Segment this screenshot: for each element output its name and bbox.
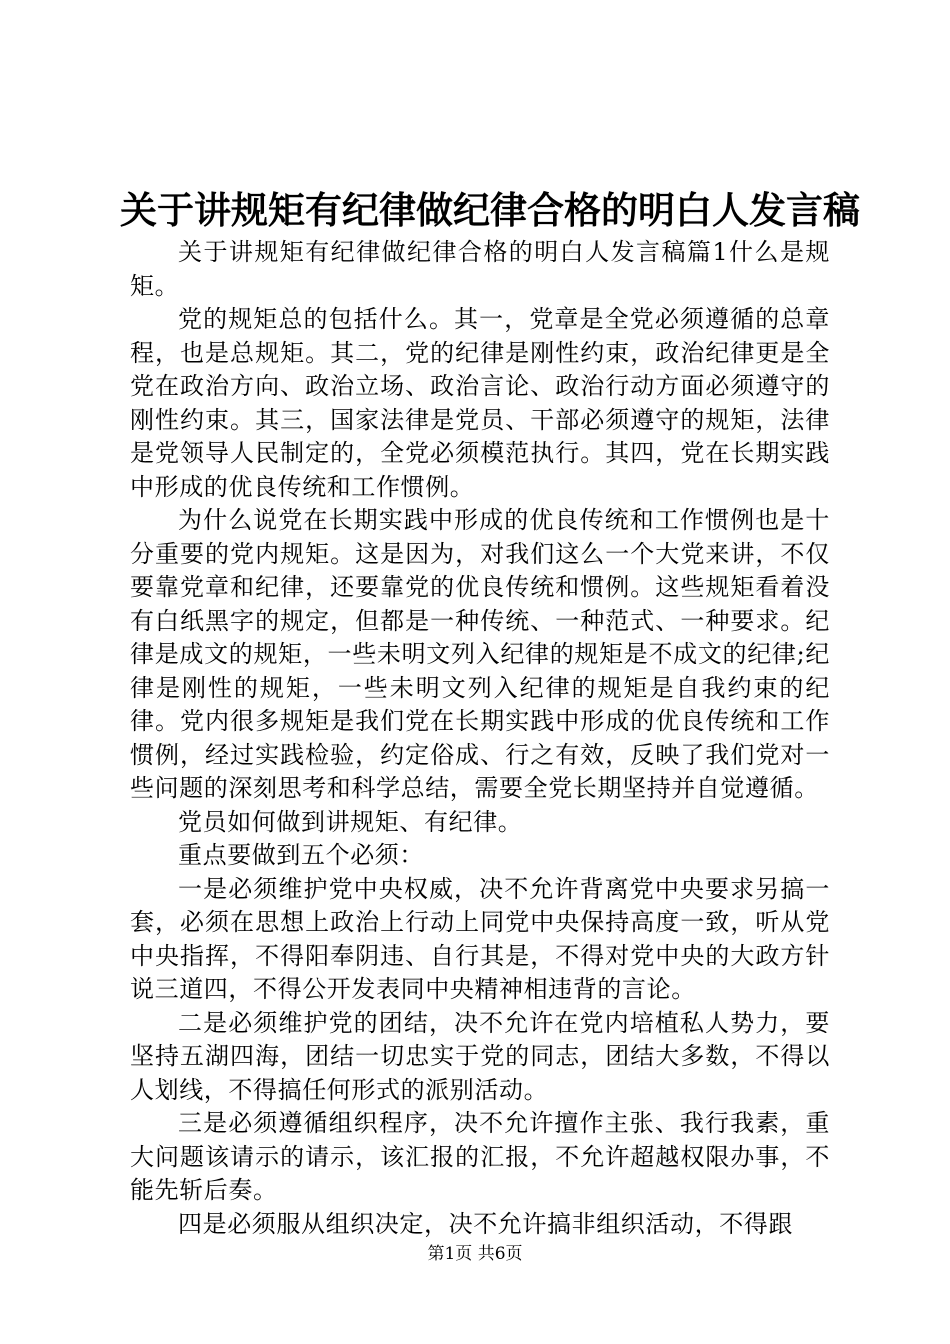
page-footer: 第1页 共6页 [427, 1244, 523, 1264]
paragraph: 一是必须维护党中央权威，决不允许背离党中央要求另搞一套，必须在思想上政治上行动上同党中央保持高度一致，听从党中央指挥，不得阳奉阴违、自行其是，不得对党中央的大政方针说三道四，不得公开发表同中央精神相违背的言论。 [130, 874, 830, 1003]
document-body [130, 236, 830, 1241]
paragraph: 三是必须遵循组织程序，决不允许擅作主张、我行我素，重大问题该请示的请示，该汇报的汇报，不允许超越权限办事，不能先斩后奏。 [130, 1109, 830, 1204]
paragraph: 重点要做到五个必须： [178, 841, 424, 869]
paragraph: 为什么说党在长期实践中形成的优良传统和工作惯例也是十分重要的党内规矩。这是因为，对我们这么一个大党来讲，不仅要靠党章和纪律，还要靠党的优良传统和惯例。这些规矩看着没有白纸黑字的规定，但都是一种传统、一种范式、一种要求。纪律是成文的规矩，一些未明文列入纪律的规矩是不成文的纪律;纪律是刚性的规矩，一些未明文列入纪律的规矩是自我约束的纪律。党内很多规矩是我们党在长期实践中形成的优良传统和工作惯例，经过实践检验，约定俗成、行之有效，反映了我们党对一些问题的深刻思考和科学总结，需要全党长期坚持并自觉遵循。 [130, 506, 830, 802]
paragraph: 党的规矩总的包括什么。其一，党章是全党必须遵循的总章程，也是总规矩。其二，党的纪律是刚性约束，政治纪律更是全党在政治方向、政治立场、政治言论、政治行动方面必须遵守的刚性约束。其三，国家法律是党员、干部必须遵守的规矩，法律是党领导人民制定的，全党必须模范执行。其四，党在长期实践中形成的优良传统和工作惯例。 [130, 305, 830, 501]
paragraph: 党员如何做到讲规矩、有纪律。 [178, 807, 523, 836]
paragraph: 二是必须维护党的团结，决不允许在党内培植私人势力，要坚持五湖四海，团结一切忠实于党的同志，团结大多数，不得以人划线，不得搞任何形式的派别活动。 [130, 1008, 830, 1104]
paragraph: 关于讲规矩有纪律做纪律合格的明白人发言稿篇1什么是规矩。 [130, 238, 830, 300]
document-title: 关于讲规矩有纪律做纪律合格的明白人发言稿 [120, 188, 860, 232]
paragraph: 四是必须服从组织决定，决不允许搞非组织活动，不得跟 [178, 1209, 793, 1238]
